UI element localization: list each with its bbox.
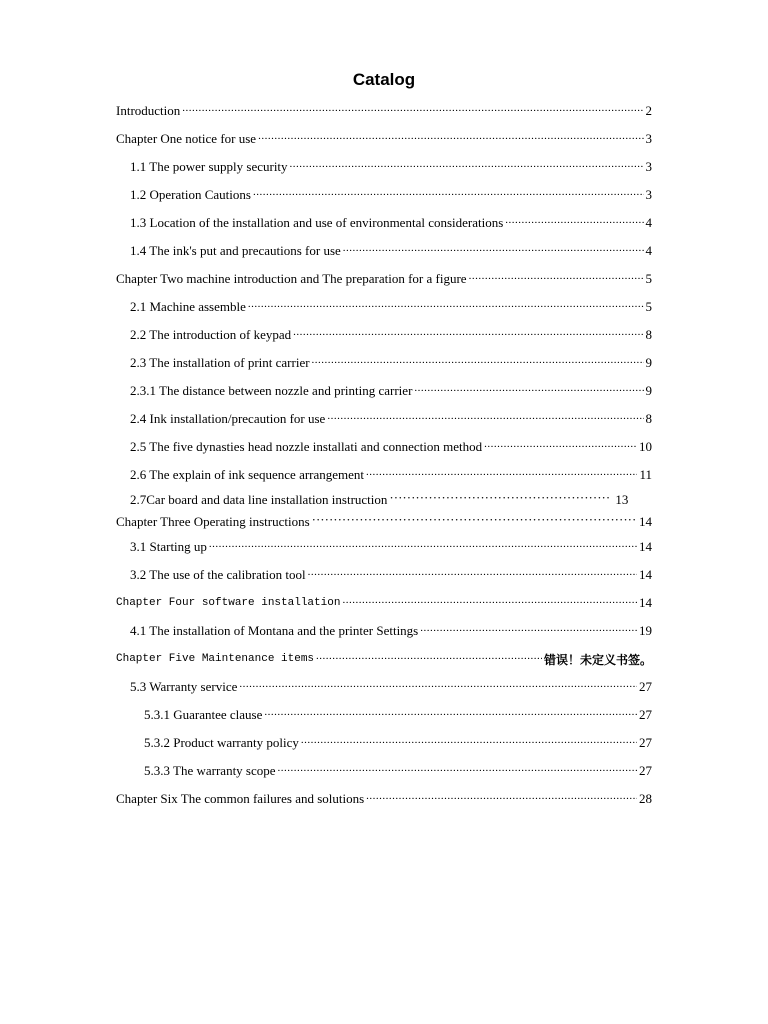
toc-entry-page: 3 — [645, 131, 652, 146]
toc-entry-label: 2.3 The installation of print carrier — [130, 355, 310, 370]
dot-leader — [278, 764, 637, 778]
dot-leader — [343, 244, 644, 258]
dot-leader — [420, 624, 637, 638]
toc-entry-label: 1.4 The ink's put and precautions for use — [130, 243, 341, 258]
toc-entry-page: 9 — [645, 383, 652, 398]
toc-entry-page: 14 — [639, 514, 652, 529]
toc-entry-page: 14 — [639, 567, 652, 582]
toc-entry-label: Chapter Three Operating instructions — [116, 514, 310, 529]
toc-entry-label: 1.3 Location of the installation and use of environmental considerations — [130, 215, 504, 230]
toc-entry-label: 2.6 The explain of ink sequence arrangement — [130, 467, 365, 482]
toc-entry-page: 5 — [645, 299, 652, 314]
toc-entry-page: 8 — [645, 411, 652, 426]
dot-leader — [484, 440, 637, 454]
toc-entry-label: 3.2 The use of the calibration tool — [130, 567, 306, 582]
toc-entry-page: 13 — [615, 492, 629, 507]
toc-entry-label: 5.3.3 The warranty scope — [144, 763, 276, 778]
toc-entry-3-2[interactable] — [116, 561, 652, 589]
toc-entry-label: 5.3 Warranty service — [130, 679, 238, 694]
toc-entry-2-4[interactable] — [116, 405, 652, 433]
dot-leader — [366, 468, 637, 482]
toc-entry-page: 2 — [645, 103, 652, 118]
dot-leader — [239, 680, 637, 694]
toc-entry-1-4[interactable] — [116, 237, 652, 265]
toc-entry-page: 9 — [645, 355, 652, 370]
toc-entry-label: 2.2 The introduction of keypad — [130, 327, 292, 342]
dot-leader — [182, 104, 643, 118]
toc-entry-1-3[interactable] — [116, 209, 652, 237]
toc-entry-page: 3 — [645, 187, 652, 202]
toc-entry-label: Chapter Six The common failures and solutions — [116, 791, 365, 806]
toc-entry-label: 5.3.1 Guarantee clause — [144, 707, 263, 722]
toc-entry-5-3[interactable] — [116, 673, 652, 701]
toc-entry-1-1[interactable] — [116, 153, 652, 181]
toc-entry-chapter-one[interactable] — [116, 125, 652, 153]
toc-entry-label: Chapter Five Maintenance items — [116, 653, 315, 665]
toc-entry-page: 5 — [645, 271, 652, 286]
toc-entry-2-6[interactable] — [116, 461, 652, 489]
toc-entry-page: 错误！未定义书签。 — [543, 652, 652, 667]
toc-entry-page: 27 — [639, 679, 652, 694]
dot-leader — [342, 596, 637, 610]
toc-entry-label: Introduction — [116, 103, 181, 118]
toc-entry-label: Chapter Four software installation — [116, 597, 341, 609]
toc-entry-label: 3.1 Starting up — [130, 539, 207, 554]
toc-entry-2-3[interactable] — [116, 349, 652, 377]
toc-entry-2-5[interactable] — [116, 433, 652, 461]
dot-leader — [301, 736, 637, 750]
toc-entry-page: 19 — [639, 623, 652, 638]
toc-entry-chapter-three[interactable] — [116, 511, 652, 533]
toc-entry-chapter-four[interactable] — [116, 589, 652, 617]
dot-leader — [308, 568, 637, 582]
dot-leader — [258, 132, 643, 146]
toc-entry-label: 2.5 The five dynasties head nozzle installati and connection method — [130, 439, 483, 454]
toc-entry-2-1[interactable] — [116, 293, 652, 321]
dot-leader — [248, 300, 644, 314]
toc-entry-5-3-2[interactable] — [116, 729, 652, 757]
toc-entry-4-1[interactable] — [116, 617, 652, 645]
toc-entry-label: 2.4 Ink installation/precaution for use — [130, 411, 326, 426]
toc-entry-introduction[interactable] — [116, 97, 652, 125]
toc-entry-chapter-five[interactable] — [116, 645, 652, 673]
dot-leader — [505, 216, 643, 230]
table-of-contents — [116, 97, 652, 813]
toc-entry-chapter-two[interactable] — [116, 265, 652, 293]
toc-entry-2-3-1[interactable] — [116, 377, 652, 405]
dot-leader — [316, 652, 542, 666]
toc-entry-page: 10 — [639, 439, 652, 454]
toc-entry-page: 4 — [645, 215, 652, 230]
toc-entry-page: 28 — [639, 791, 652, 806]
toc-entry-label: 4.1 The installation of Montana and the printer Settings — [130, 623, 419, 638]
toc-entry-label: 5.3.2 Product warranty policy — [144, 735, 299, 750]
toc-entry-page: 8 — [645, 327, 652, 342]
toc-entry-3-1[interactable] — [116, 533, 652, 561]
toc-entry-5-3-1[interactable] — [116, 701, 652, 729]
toc-entry-page: 14 — [639, 539, 652, 554]
dot-leader — [469, 272, 644, 286]
toc-entry-page: 11 — [639, 467, 652, 482]
dot-leader — [253, 188, 644, 202]
dot-leader — [312, 356, 644, 370]
toc-entry-page: 4 — [645, 243, 652, 258]
toc-entry-label: Chapter One notice for use — [116, 131, 257, 146]
toc-entry-2-7[interactable] — [116, 489, 652, 511]
dot-leader — [366, 792, 637, 806]
toc-entry-2-2[interactable] — [116, 321, 652, 349]
dot-leader — [414, 384, 643, 398]
toc-entry-1-2[interactable] — [116, 181, 652, 209]
toc-entry-page: 14 — [639, 595, 652, 610]
toc-entry-5-3-3[interactable] — [116, 757, 652, 785]
dot-leader — [327, 412, 643, 426]
toc-entry-label: 2.3.1 The distance between nozzle and printing carrier — [130, 383, 413, 398]
dot-leader — [312, 515, 635, 529]
toc-entry-label: 1.2 Operation Cautions — [130, 187, 251, 202]
toc-entry-page: 3 — [645, 159, 652, 174]
dot-leader — [209, 540, 637, 554]
dot-leader — [290, 160, 644, 174]
toc-entry-chapter-six[interactable] — [116, 785, 652, 813]
dot-leader — [264, 708, 637, 722]
catalog-title: Catalog — [352, 70, 416, 89]
toc-entry-label: Chapter Two machine introduction and The preparation for a figure — [116, 271, 467, 286]
toc-entry-page: 27 — [639, 707, 652, 722]
dot-leader — [293, 328, 643, 342]
dot-leader — [389, 493, 611, 507]
toc-entry-page: 27 — [639, 735, 652, 750]
toc-entry-label: 2.7Car board and data line installation instruction — [130, 492, 388, 507]
toc-entry-page: 27 — [639, 763, 652, 778]
toc-entry-label: 2.1 Machine assemble — [130, 299, 246, 314]
toc-entry-label: 1.1 The power supply security — [130, 159, 288, 174]
